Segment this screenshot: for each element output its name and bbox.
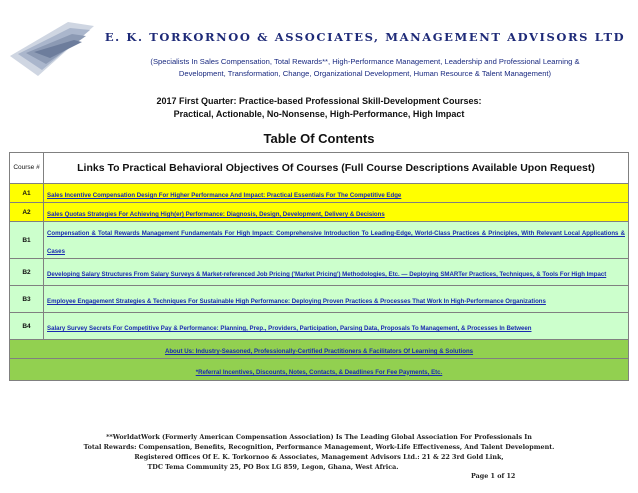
about-row [10,340,629,359]
course-link-cell [44,222,629,259]
table-row [10,313,629,340]
course-number-header: Course # [10,153,44,184]
course-code: B4 [10,313,44,340]
table-row [10,222,629,259]
footer-line-1: **WorldatWork (Formerly American Compensation Association) Is The Leading Global Association For Professionals In [106,433,532,441]
table-row [10,286,629,313]
table-row [10,184,629,203]
course-link-cell [44,259,629,286]
course-link-a2[interactable]: Sales Quotas Strategies For Achieving High(er) Performance: Diagnosis, Design, Development, Delivery & Decisions [47,211,385,218]
course-link-b1[interactable]: Compensation & Total Rewards Management Fundamentals For High Impact: Comprehensive Introduction To Leading-Edge, World-Class Practices & Principles, With Relevant Local Applications & Cases [47,230,625,255]
course-program-heading [40,95,598,121]
course-code: B3 [10,286,44,313]
about-us-link[interactable]: About Us: Industry-Seasoned, Professionally-Certified Practitioners & Facilitators Of Learning & Solutions [164,348,474,355]
course-link-b2[interactable]: Developing Salary Structures From Salary Surveys & Market-referenced Job Pricing ('Market Pricing') Methodologies, Etc. — Deploying SMARTer Practices, Techniques, & Tools For High Impact [47,271,607,278]
page-number: Page 1 of 12 [471,472,516,480]
referral-link[interactable]: *Referral Incentives, Discounts, Notes, Contacts, & Deadlines For Fee Payments, Etc. [195,368,443,376]
specialties-line-2: Development, Transformation, Change, Organizational Development, Human Resource & Talent Management) [178,69,552,78]
page-footer [10,432,628,472]
toc-title: Table Of Contents [263,131,375,146]
course-link-a1[interactable]: Sales Incentive Compensation Design For Higher Performance And Impact: Practical Essentials For The Competitive Edge [47,192,402,199]
course-link-cell [44,184,629,203]
referral-cell [10,359,629,381]
specialties-line-1: (Specialists In Sales Compensation, Total Rewards**, High-Performance Management, Leadership and Professional Learning & [150,57,580,66]
footer-line-3: Registered Offices Of E. K. Torkornoo & Associates, Management Advisors Ltd.: 21 & 22 3rd Gold Link, [134,453,504,461]
course-link-b3[interactable]: Employee Engagement Strategies & Techniques For Sustainable High Performance: Deploying Proven Practices & Processes That Work In High-Performance Organizations [47,298,546,305]
referral-row [10,359,629,381]
course-links-header: Links To Practical Behavioral Objectives Of Courses (Full Course Descriptions Available Upon Request) [44,153,629,184]
table-row [10,259,629,286]
company-specialties [100,56,630,80]
company-logo-icon [8,18,98,78]
footer-line-4: TDC Tema Community 25, PO Box LG 859, Legon, Ghana, West Africa. [147,463,399,471]
course-link-b4[interactable]: Salary Survey Secrets For Competitive Pay & Performance: Planning, Prep., Providers, Participation, Parsing Data, Proposals To Management, & Processes In Between [47,325,532,332]
course-code: A1 [10,184,44,203]
course-link-cell [44,203,629,222]
heading-line-2: Practical, Actionable, No-Nonsense, High-Performance, High Impact [173,109,465,119]
course-link-cell [44,313,629,340]
course-code: A2 [10,203,44,222]
company-name: E. K. TORKORNOO & ASSOCIATES, MANAGEMENT ADVISORS LTD [104,30,626,44]
course-link-cell [44,286,629,313]
toc-header-row [10,153,629,184]
course-code: B1 [10,222,44,259]
table-row [10,203,629,222]
about-cell [10,340,629,359]
heading-line-1: 2017 First Quarter: Practice-based Professional Skill-Development Courses: [156,96,482,106]
toc-table [9,152,629,381]
course-code: B2 [10,259,44,286]
footer-line-2: Total Rewards: Compensation, Benefits, Recognition, Performance Management, Work-Life Effectiveness, And Talent Development. [83,443,555,451]
